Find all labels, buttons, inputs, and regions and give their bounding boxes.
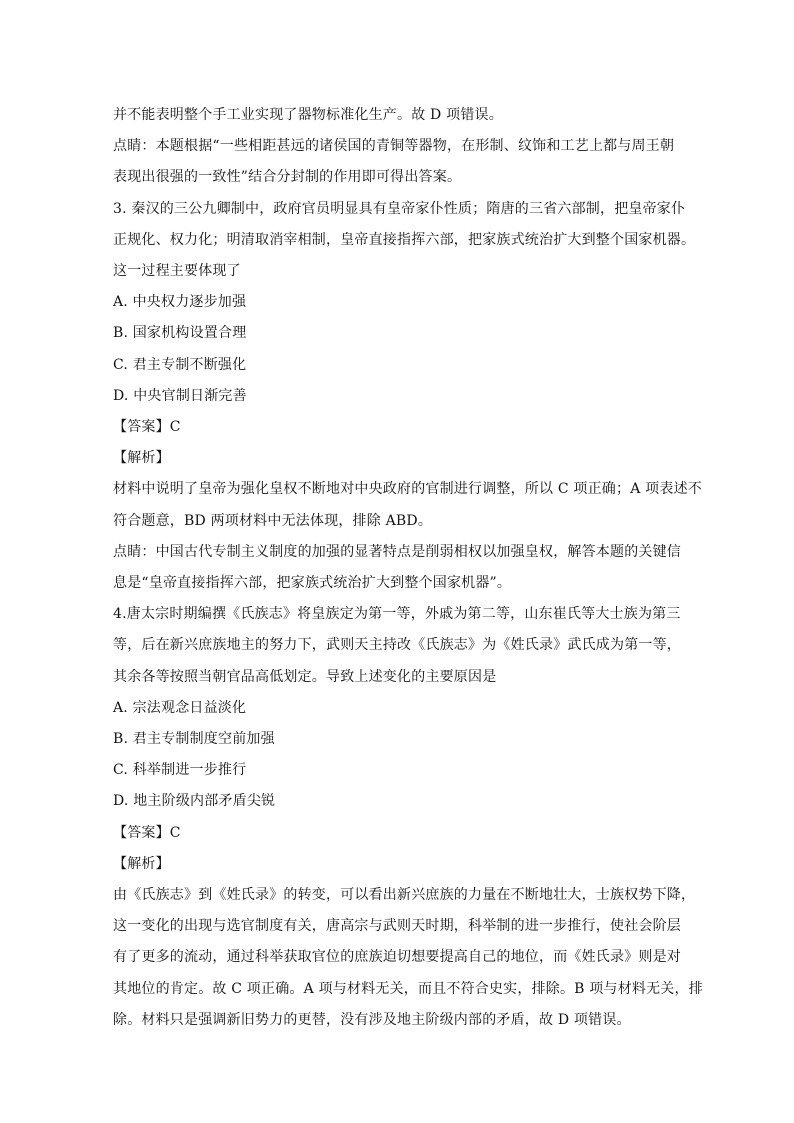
text-line: 点睛：中国古代专制主义制度的加强的显著特点是削弱相权以加强皇权，解答本题的关键信 (113, 543, 681, 560)
question-4-stem: 4.唐太宗时期编撰《氏族志》将皇族定为第一等，外戚为第二等，山东崔氏等大士族为第三 (113, 606, 681, 623)
option-d: D. 中央官制日渐完善 (113, 387, 247, 404)
text-line: 点睛：本题根据“一些相距甚远的诸侯国的青铜等器物，在形制、纹饰和工艺上都与周王朝 (113, 138, 675, 155)
option-a: A. 中央权力逐步加强 (113, 294, 247, 311)
question-3-stem: 3. 秦汉的三公九卿制中，政府官员明显具有皇帝家仆性质；隋唐的三省六部制，把皇帝家仆 (113, 200, 686, 217)
answer-label: 【答案】C (113, 419, 181, 436)
text-line: 除。材料只是强调新旧势力的更替，没有涉及地主阶级内部的矛盾，故 D 项错误。 (113, 1011, 631, 1028)
option-b: B. 国家机构设置合理 (113, 325, 247, 342)
text-line: 等，后在新兴庶族地主的努力下，武则天主持改《氏族志》为《姓氏录》武氏成为第一等， (113, 637, 681, 654)
text-line: 并不能表明整个手工业实现了器物标准化生产。故 D 项错误。 (113, 107, 503, 123)
analysis-label: 【解析】 (113, 855, 170, 872)
document-page (113, 100, 703, 1036)
analysis-label: 【解析】 (113, 450, 170, 467)
text-line: 有了更多的流动，通过科举获取官位的庶族迫切想要提高自己的地位，而《姓氏录》则是对 (113, 949, 681, 966)
text-line: 由《氏族志》到《姓氏录》的转变，可以看出新兴庶族的力量在不断地壮大，士族权势下降， (113, 887, 696, 904)
option-c: C. 君主专制不断强化 (113, 356, 247, 373)
text-line: 正规化、权力化；明清取消宰相制，皇帝直接指挥六部，把家族式统治扩大到整个国家机器。 (113, 231, 696, 248)
text-line: 其余各等按照当朝官品高低划定。导致上述变化的主要原因是 (113, 668, 497, 685)
text-line: 息是“皇帝直接指挥六部，把家族式统治扩大到整个国家机器”。 (113, 575, 512, 592)
text-line: 符合题意，BD 两项材料中无法体现，排除 ABD。 (113, 512, 433, 529)
option-a: A. 宗法观念日益淡化 (113, 699, 247, 716)
option-c: C. 科举制进一步推行 (113, 762, 247, 779)
text-line: 这一变化的出现与选官制度有关，唐高宗与武则天时期，科举制的进一步推行，使社会阶层 (113, 918, 681, 935)
option-d: D. 地主阶级内部矛盾尖锐 (113, 793, 276, 810)
option-b: B. 君主专制制度空前加强 (113, 731, 275, 748)
text-line: 其地位的肯定。故 C 项正确。A 项与材料无关，而且不符合史实，排除。B 项与材料无关，排 (113, 980, 703, 997)
answer-label: 【答案】C (113, 824, 181, 841)
text-line: 表现出很强的一致性”结合分封制的作用即可得出答案。 (113, 169, 462, 186)
text-line: 材料中说明了皇帝为强化皇权不断地对中央政府的官制进行调整，所以 C 项正确；A 项表述不 (113, 481, 702, 498)
text-line: 这一过程主要体现了 (113, 263, 241, 280)
